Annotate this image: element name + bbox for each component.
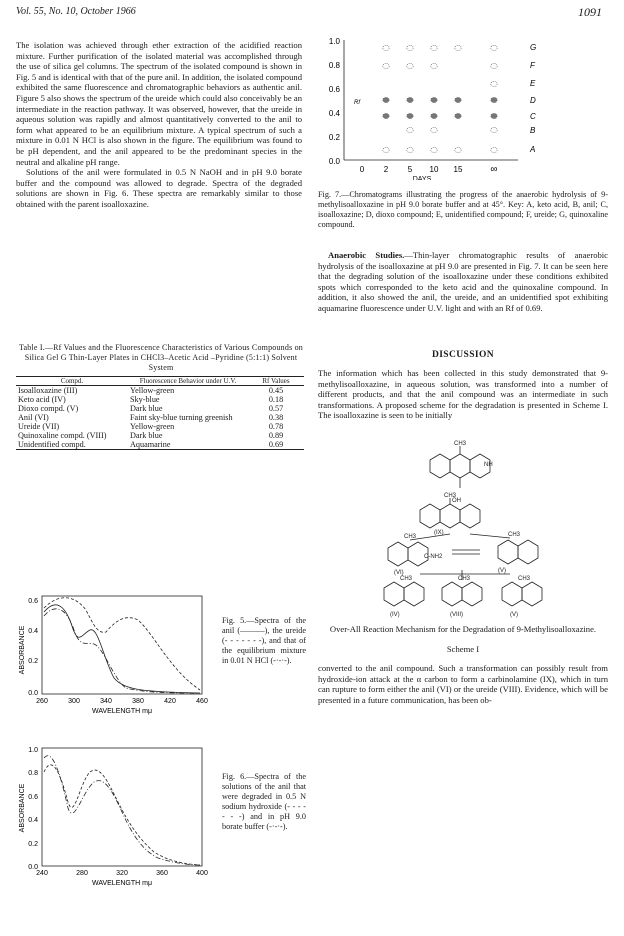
chromatogram-spot	[431, 113, 437, 118]
anaerobic-text: —Thin-layer chromatographic results of anaerobic hydrolysis of the isoalloxazine at pH 9.0 are presented in Fig. 7. It can be seen here that the degrading solution of the isoalloxazine under these conditions exhibited spots which corresponded to the keto acid and the quinoxaline compound. In addition, it also showed the anil, the ureide, and an unidentified spot exhibiting aquamarine fluorescence under U.V. light and with an Rf of 0.69.	[318, 250, 608, 313]
fig6-ytick: 0.8	[28, 770, 38, 777]
fig5-ylabel: ABSORBANCE	[19, 625, 26, 675]
scheme-label: C-NH2	[424, 554, 443, 560]
table-block	[16, 343, 306, 450]
chromatogram-spot	[383, 63, 389, 68]
cell-fluor: Dark blue	[130, 404, 163, 413]
fig6-ytick: 0.2	[28, 841, 38, 848]
fig7-key-letter: E	[530, 79, 536, 88]
fig6-xtick: 240	[36, 870, 48, 877]
scheme-label: CH3	[404, 534, 417, 540]
chromatogram-spot	[407, 97, 413, 102]
chromatogram-spot	[383, 97, 389, 102]
fig6-ytick: 0.4	[28, 817, 38, 824]
table-row	[16, 395, 304, 404]
fig7-xtick: 5	[407, 165, 413, 174]
chromatogram-spot	[431, 45, 437, 50]
fig6-xtick: 400	[196, 870, 208, 877]
chromatogram-spot	[383, 147, 389, 152]
ring-mid-a	[420, 504, 440, 528]
col-header-compd: Compd.	[16, 377, 128, 386]
col-header-rf: Rf Values	[248, 377, 304, 386]
paragraph-isolation: The isolation was achieved through ether extraction of the acidified reaction mixture. Further purification of the isolated material was accomplished through the use of silica gel columns. The spectrum of the isolated compound is shown in Fig. 5 and is identical with that of the pure anil. In addition, the isolated compound exhibited the same fluorescence and chromatographic behaviors as authentic anil. Figure 5 also shows the spectrum of the ureide which could also conceivably be an intermediate in the reaction pathway. It was observed, however, that the ureide in aqueous solution was rapidly and almost quantitatively converted to the anil to form what appeared to be an equilibrium mixture. A typical spectrum of such a mixture in 0.01 N HCl is also shown in the figure. The equilibrium was found to be pH dependent, and the anil appeared to be the predominant species in the neutral and alkaline pH range.	[16, 40, 302, 167]
table-row	[16, 413, 304, 422]
left-column-text	[16, 40, 302, 210]
fig7-spots	[383, 45, 497, 152]
scheme-label: NH	[484, 462, 493, 468]
cell-fluor: Aquamarine	[130, 440, 171, 449]
ring-top-b	[450, 454, 470, 478]
cell-fluor: Yellow-green	[130, 386, 175, 395]
anaerobic-paragraph	[318, 250, 608, 314]
cell-compd: Unidentified compd.	[18, 440, 86, 449]
cell-compd: Ureide (VII)	[18, 422, 60, 431]
fig5-xlabel: WAVELENGTH mμ	[91, 708, 153, 715]
fig7-key-letters	[529, 43, 536, 154]
table-row	[16, 386, 304, 396]
fig7-xtick: 2	[383, 165, 389, 174]
scheme-label: (V)	[498, 568, 506, 574]
chromatogram-spot	[455, 45, 461, 50]
cell-fluor: Faint sky-blue turning greenish	[130, 413, 233, 422]
fig5-caption: Fig. 5.—Spectra of the anil (———), the ureide (- - - - - - -), and that of the equilibrium mixture in 0.01 N HCl (-·-·-).	[222, 616, 306, 665]
chromatogram-spot	[491, 113, 497, 118]
chromatogram-spot	[383, 113, 389, 118]
fig5-xtick: 380	[132, 698, 144, 705]
fig7-ylabel: Rf	[354, 100, 360, 106]
scheme-label: (IV)	[390, 612, 400, 618]
scheme-diagram	[380, 440, 560, 618]
scheme-label: CH3	[444, 493, 457, 499]
chromatogram-spot	[455, 97, 461, 102]
chromatogram-spot	[491, 147, 497, 152]
fig5-ytick: 0.2	[28, 658, 38, 665]
fig7-chromatogram	[318, 30, 548, 180]
fig7-key-letter: C	[530, 112, 536, 121]
chromatogram-spot	[455, 113, 461, 118]
scheme-label: (VIII)	[450, 612, 463, 618]
anaerobic-section	[318, 250, 608, 314]
page-number: 1091	[578, 5, 602, 19]
paragraph-anil-solutions: Solutions of the anil were formulated in 0.5 N NaOH and in pH 9.0 borate buffer and the compound was allowed to degrade. Spectra of the degraded solutions are shown in Fig. 6. These spectra are remarkably similar to those obtained with the parent isoalloxazine.	[16, 167, 302, 209]
fig7-key-letter: F	[530, 61, 535, 70]
chromatogram-spot	[407, 113, 413, 118]
fig5-ytick: 0.6	[28, 598, 38, 605]
discussion-text: The information which has been collected in this study demonstrated that 9-methylisoalloxazine, in aqueous solution, was transformed into a number of different products, and that the anil compound was an intermediate in such transformations. A proposed scheme for the degradation is presented in Scheme I. The isoalloxazine is seen to be initially	[318, 368, 608, 421]
fig7-key-letter: B	[530, 126, 536, 135]
cell-fluor: Yellow-green	[130, 422, 175, 431]
anaerobic-heading: Anaerobic Studies.	[328, 250, 405, 260]
fig6-naoh-curve	[44, 765, 200, 865]
fig6-ylabel: ABSORBANCE	[19, 783, 26, 833]
fig6-xtick: 280	[76, 870, 88, 877]
continuation-text: converted to the anil compound. Such a transformation can possibly result from hydroxide-ion attack at the α carbon to form a carbinolamine (IX), which in turn can rupture to form either the anil (VI) or the ureide (VIII). Evidence, which will be presented in a future communication, has been ob-	[318, 663, 608, 705]
scheme-label: CH3	[508, 532, 521, 538]
fig5-xtick: 300	[68, 698, 80, 705]
fig6-xlabel: WAVELENGTH mμ	[91, 880, 153, 887]
fig7-ytick: 0.0	[328, 157, 340, 166]
fig7-key-letter: D	[530, 96, 536, 105]
chromatogram-spot	[407, 63, 413, 68]
cell-compd: Dioxo compd. (V)	[18, 404, 79, 413]
chromatogram-spot	[491, 81, 497, 86]
fig5-ytick: 0.4	[28, 628, 38, 635]
ring-top-a	[430, 454, 450, 478]
table-row	[16, 404, 304, 413]
cell-rf: 0.18	[268, 395, 284, 404]
fig6-frame	[42, 748, 202, 866]
fig5-xtick: 260	[36, 698, 48, 705]
ring-mid-c	[460, 504, 480, 528]
cell-compd: Isoalloxazine (III)	[18, 386, 78, 395]
scheme-label-title: Scheme I	[446, 644, 480, 654]
fig6-plot	[14, 742, 214, 892]
fig5-ytick: 0.0	[28, 690, 38, 697]
fig7-caption: Fig. 7.—Chromatograms illustrating the progress of the anaerobic hydrolysis of 9-methylisoalloxazine in pH 9.0 borate buffer and at 45°. Key: A, keto acid, B, anil; C, isoalloxazine; D, dioxo compound; E, unidentified compound; F, ureide; G, quinoxaline compound.	[318, 190, 608, 229]
chromatogram-spot	[431, 63, 437, 68]
cell-rf: 0.38	[268, 413, 284, 422]
col-header-fluorescence: Fluorescence Behavior under U.V.	[128, 377, 248, 386]
fig7-key-letter: A	[530, 145, 536, 154]
fig7-xtick: 15	[453, 165, 463, 174]
scheme-label: OH	[452, 498, 461, 504]
fig7-ytick: 0.2	[328, 133, 340, 142]
fig5-plot	[14, 590, 214, 720]
scheme-caption: Over-All Reaction Mechanism for the Degradation of 9-Methylisoalloxazine.	[329, 624, 597, 634]
fig5-xtick: 420	[164, 698, 176, 705]
fig7-xtick: 10	[429, 165, 439, 174]
fig7-ytick: 0.4	[328, 109, 340, 118]
cell-rf: 0.45	[268, 386, 284, 395]
chromatogram-spot	[491, 45, 497, 50]
fig7-key-letter: G	[530, 43, 537, 52]
running-header: Vol. 55, No. 10, October 1966	[16, 6, 136, 17]
chromatogram-spot	[431, 147, 437, 152]
scheme-label: (VI)	[394, 570, 404, 576]
fig7-ytick: 0.6	[328, 85, 340, 94]
chromatogram-spot	[431, 97, 437, 102]
fig7-xtick: ∞	[490, 164, 498, 175]
fig6-borate-curve	[44, 756, 200, 865]
cell-rf: 0.57	[268, 404, 284, 413]
cell-rf: 0.78	[268, 422, 284, 431]
table-title: Table I.—Rf Values and the Fluorescence Characteristics of Various Compounds on Silica Gel G Thin-Layer Plates in CHCl3–Acetic Acid –Pyridine (5:1:1) Solvent System	[19, 343, 303, 372]
chromatogram-spot	[407, 45, 413, 50]
cell-rf: 0.69	[268, 440, 284, 449]
fig6-xtick: 360	[156, 870, 168, 877]
chromatogram-spot	[431, 127, 437, 132]
fig6-caption: Fig. 6.—Spectra of the solutions of the anil that were degraded in 0.5 N sodium hydroxide (- - - - - - -) and in pH 9.0 borate buffer (-·-·-).	[222, 772, 306, 831]
fig7-xtick: 0	[359, 165, 365, 174]
fig6-xtick: 320	[116, 870, 128, 877]
chromatogram-spot	[407, 147, 413, 152]
chromatogram-spot	[491, 97, 497, 102]
chromatogram-spot	[383, 45, 389, 50]
table-row	[16, 422, 304, 431]
table-row	[16, 431, 304, 440]
fig7-xlabel: DAYS	[412, 176, 432, 180]
fig7-ytick: 1.0	[328, 37, 340, 46]
scheme-label: CH3	[400, 576, 413, 582]
cell-compd: Quinoxaline compd. (VIII)	[18, 431, 107, 440]
cell-fluor: Dark blue	[130, 431, 163, 440]
fig5-xtick: 340	[100, 698, 112, 705]
scheme-label: CH3	[458, 576, 471, 582]
fig5-frame	[42, 596, 202, 694]
fig5-xtick: 460	[196, 698, 208, 705]
rf-table	[16, 376, 304, 450]
cell-compd: Keto acid (IV)	[18, 395, 66, 404]
scheme-label: CH3	[518, 576, 531, 582]
fig6-ytick: 0.0	[28, 864, 38, 871]
cell-compd: Anil (VI)	[18, 413, 49, 422]
fig7-ytick: 0.8	[328, 61, 340, 70]
fig5-anil-curve	[44, 605, 200, 693]
ring-mid-b	[440, 504, 460, 528]
cell-rf: 0.89	[268, 431, 284, 440]
chromatogram-spot	[491, 63, 497, 68]
table-row	[16, 440, 304, 450]
scheme-label: CH3	[454, 441, 467, 447]
scheme-label: (IX)	[434, 530, 444, 536]
fig5-mixture-curve	[44, 609, 200, 693]
chromatogram-spot	[407, 127, 413, 132]
chromatogram-spot	[455, 147, 461, 152]
fig6-ytick: 1.0	[28, 747, 38, 754]
cell-fluor: Sky-blue	[130, 395, 160, 404]
scheme-label: (V)	[510, 612, 518, 618]
discussion-heading: DISCUSSION	[431, 350, 495, 360]
fig6-ytick: 0.6	[28, 794, 38, 801]
fig5-ureide-curve	[44, 598, 200, 690]
chromatogram-spot	[491, 127, 497, 132]
